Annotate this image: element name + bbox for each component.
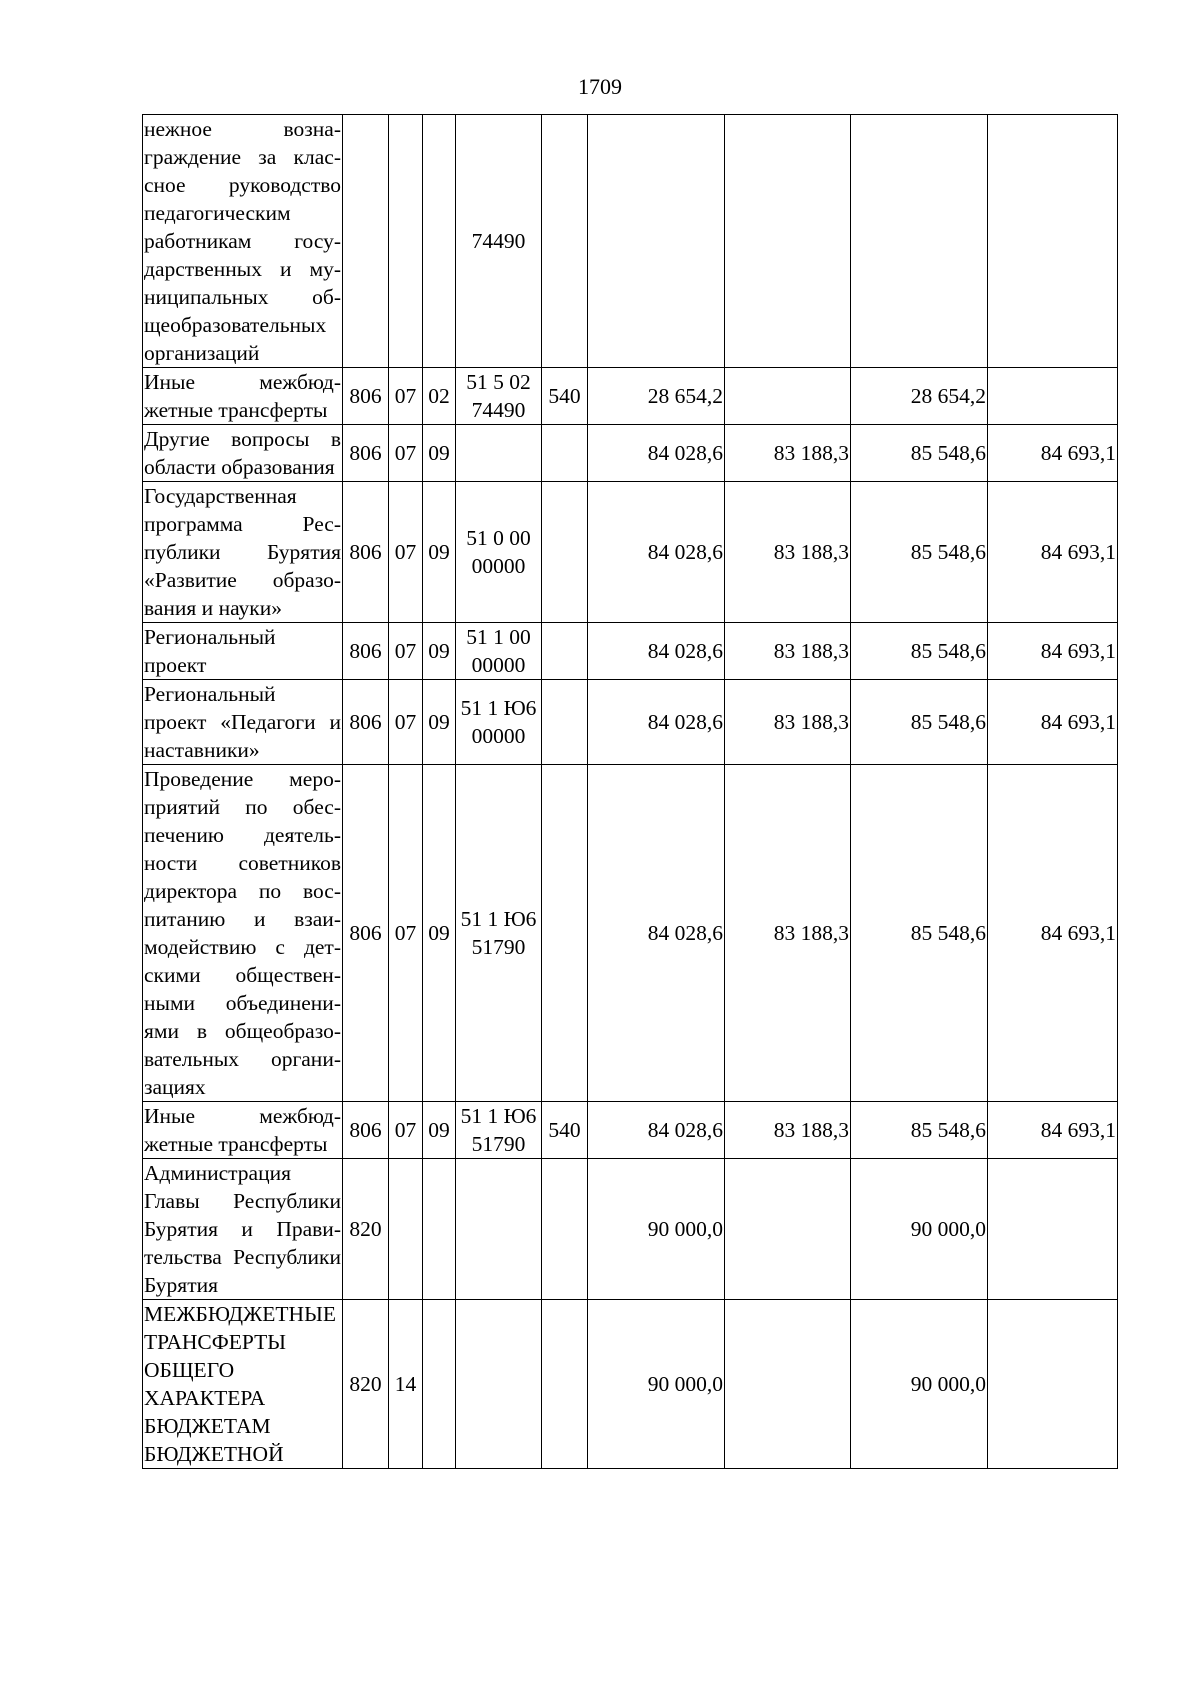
cell-amount-1: 84 028,6 [588, 1102, 725, 1159]
cell-ministry-code: 806 [343, 623, 389, 680]
cell-amount-4: 84 693,1 [988, 482, 1118, 623]
budget-table [142, 114, 1118, 1469]
cell-amount-1: 90 000,0 [588, 1300, 725, 1469]
cell-description: Администрация Главы Республики Бурятия и Правительства Республики Бурятия [143, 1159, 343, 1300]
cell-amount-2: 83 188,3 [725, 425, 851, 482]
cell-subsection-code: 09 [423, 482, 456, 623]
cell-amount-1: 84 028,6 [588, 765, 725, 1102]
cell-target-article: 74490 [456, 115, 542, 368]
cell-expense-type [542, 1300, 588, 1469]
cell-amount-3: 85 548,6 [851, 425, 988, 482]
cell-amount-4 [988, 115, 1118, 368]
cell-section-code: 07 [389, 482, 423, 623]
cell-amount-1: 90 000,0 [588, 1159, 725, 1300]
cell-amount-3: 90 000,0 [851, 1300, 988, 1469]
cell-section-code: 07 [389, 623, 423, 680]
cell-subsection-code: 09 [423, 1102, 456, 1159]
cell-amount-4 [988, 1159, 1118, 1300]
cell-target-article: 51 1 Ю6 51790 [456, 1102, 542, 1159]
cell-amount-1: 84 028,6 [588, 680, 725, 765]
cell-amount-3: 85 548,6 [851, 1102, 988, 1159]
cell-expense-type [542, 482, 588, 623]
cell-amount-1: 84 028,6 [588, 482, 725, 623]
cell-ministry-code: 806 [343, 765, 389, 1102]
cell-expense-type: 540 [542, 368, 588, 425]
cell-amount-3: 28 654,2 [851, 368, 988, 425]
table-row [143, 1102, 1118, 1159]
cell-amount-2 [725, 1300, 851, 1469]
cell-description: Проведение мероприятий по обеспечению деятельности советников директора по воспитанию и взаимодействию с детскими общественными объединениями в общеобразовательных организациях [143, 765, 343, 1102]
cell-amount-1: 28 654,2 [588, 368, 725, 425]
cell-amount-1: 84 028,6 [588, 623, 725, 680]
table-row [143, 425, 1118, 482]
cell-target-article: 51 1 00 00000 [456, 623, 542, 680]
cell-description: Региональный проект [143, 623, 343, 680]
cell-description: МЕЖБЮДЖЕТНЫЕ ТРАНСФЕРТЫ ОБЩЕГО ХАРАКТЕРА БЮДЖЕТАМ БЮДЖЕТНОЙ [143, 1300, 343, 1469]
cell-amount-2 [725, 115, 851, 368]
table-row [143, 115, 1118, 368]
cell-amount-3: 85 548,6 [851, 482, 988, 623]
table-row [143, 1159, 1118, 1300]
cell-target-article [456, 1159, 542, 1300]
cell-amount-4: 84 693,1 [988, 1102, 1118, 1159]
table-row [143, 680, 1118, 765]
cell-description: Государственная программа Республики Бурятия «Развитие образования и науки» [143, 482, 343, 623]
cell-description: Другие вопросы в области образования [143, 425, 343, 482]
cell-amount-3: 90 000,0 [851, 1159, 988, 1300]
cell-amount-2: 83 188,3 [725, 680, 851, 765]
cell-section-code: 07 [389, 425, 423, 482]
cell-expense-type: 540 [542, 1102, 588, 1159]
cell-amount-2: 83 188,3 [725, 482, 851, 623]
cell-ministry-code: 806 [343, 680, 389, 765]
cell-expense-type [542, 115, 588, 368]
cell-amount-1: 84 028,6 [588, 425, 725, 482]
cell-target-article: 51 1 Ю6 00000 [456, 680, 542, 765]
cell-subsection-code [423, 1300, 456, 1469]
cell-target-article: 51 5 02 74490 [456, 368, 542, 425]
cell-amount-4: 84 693,1 [988, 680, 1118, 765]
cell-subsection-code: 09 [423, 765, 456, 1102]
cell-amount-2: 83 188,3 [725, 623, 851, 680]
cell-subsection-code: 09 [423, 425, 456, 482]
cell-subsection-code: 02 [423, 368, 456, 425]
cell-section-code [389, 115, 423, 368]
table-row [143, 765, 1118, 1102]
cell-amount-4: 84 693,1 [988, 765, 1118, 1102]
cell-section-code [389, 1159, 423, 1300]
table-row [143, 623, 1118, 680]
cell-ministry-code: 820 [343, 1159, 389, 1300]
cell-amount-2: 83 188,3 [725, 765, 851, 1102]
cell-ministry-code: 806 [343, 482, 389, 623]
cell-section-code: 07 [389, 368, 423, 425]
cell-amount-2: 83 188,3 [725, 1102, 851, 1159]
cell-ministry-code: 820 [343, 1300, 389, 1469]
cell-expense-type [542, 425, 588, 482]
table-row [143, 482, 1118, 623]
cell-amount-4: 84 693,1 [988, 623, 1118, 680]
cell-amount-3: 85 548,6 [851, 765, 988, 1102]
cell-amount-4: 84 693,1 [988, 425, 1118, 482]
cell-subsection-code: 09 [423, 680, 456, 765]
cell-ministry-code [343, 115, 389, 368]
cell-ministry-code: 806 [343, 1102, 389, 1159]
table-body [143, 115, 1118, 1469]
cell-ministry-code: 806 [343, 425, 389, 482]
cell-section-code: 07 [389, 680, 423, 765]
cell-subsection-code [423, 115, 456, 368]
cell-amount-3 [851, 115, 988, 368]
cell-amount-4 [988, 1300, 1118, 1469]
cell-ministry-code: 806 [343, 368, 389, 425]
cell-subsection-code: 09 [423, 623, 456, 680]
cell-target-article [456, 425, 542, 482]
cell-target-article: 51 0 00 00000 [456, 482, 542, 623]
cell-amount-2 [725, 1159, 851, 1300]
table-row [143, 368, 1118, 425]
cell-amount-4 [988, 368, 1118, 425]
cell-description: Иные межбюджетные трансферты [143, 368, 343, 425]
cell-description: Региональный проект «Педагоги и наставники» [143, 680, 343, 765]
cell-expense-type [542, 1159, 588, 1300]
cell-amount-3: 85 548,6 [851, 623, 988, 680]
cell-subsection-code [423, 1159, 456, 1300]
cell-target-article: 51 1 Ю6 51790 [456, 765, 542, 1102]
cell-amount-1 [588, 115, 725, 368]
cell-amount-3: 85 548,6 [851, 680, 988, 765]
cell-section-code: 07 [389, 1102, 423, 1159]
cell-description: нежное вознаграждение за классное руководство педагогическим работникам государственных и муниципальных общеобразовательных организаций [143, 115, 343, 368]
cell-section-code: 14 [389, 1300, 423, 1469]
cell-section-code: 07 [389, 765, 423, 1102]
cell-description: Иные межбюджетные трансферты [143, 1102, 343, 1159]
cell-expense-type [542, 765, 588, 1102]
cell-amount-2 [725, 368, 851, 425]
page-number: 1709 [578, 74, 622, 99]
cell-target-article [456, 1300, 542, 1469]
table-row [143, 1300, 1118, 1469]
cell-expense-type [542, 680, 588, 765]
cell-expense-type [542, 623, 588, 680]
